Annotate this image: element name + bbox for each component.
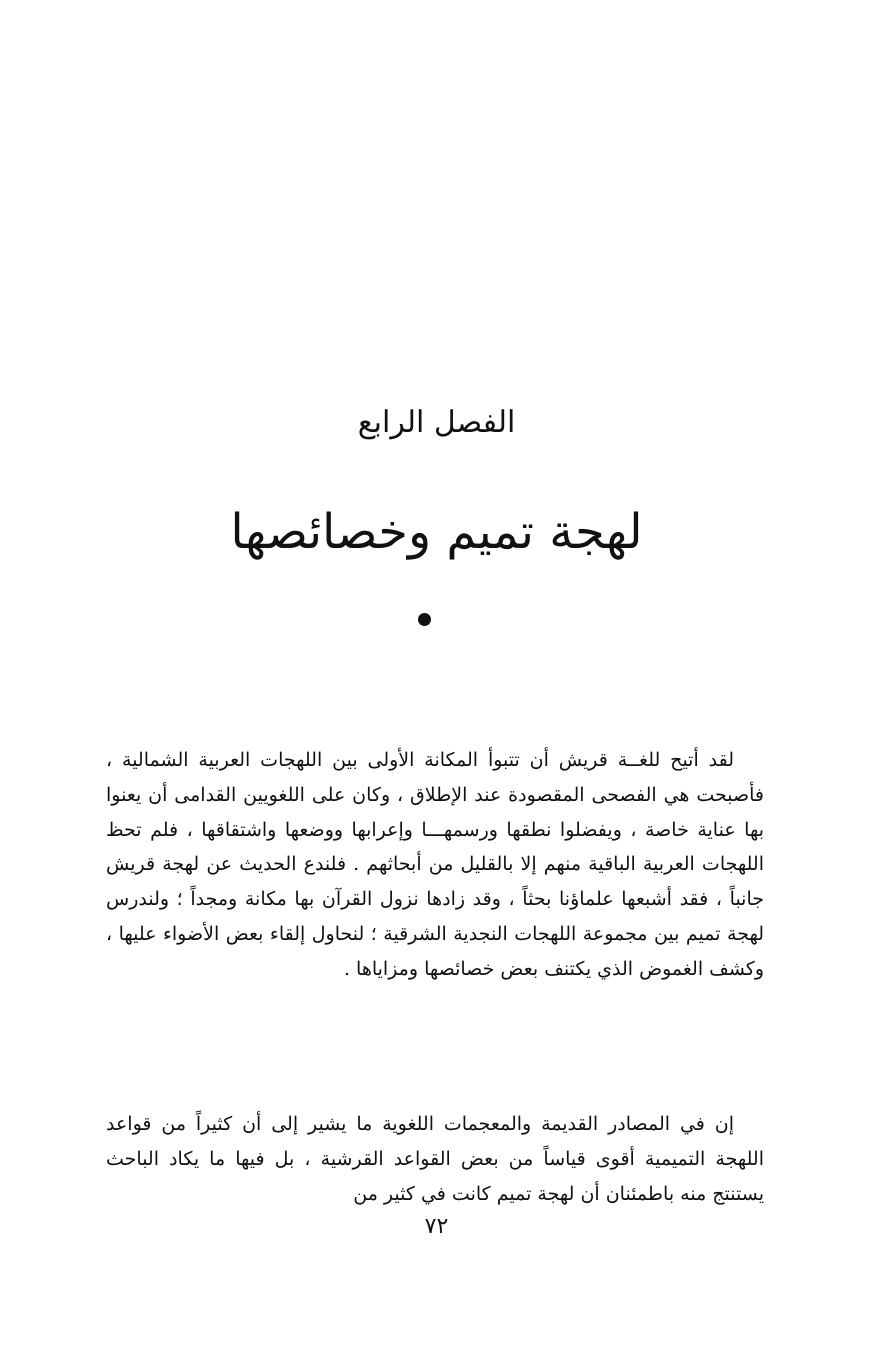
ornament-dot (418, 613, 431, 626)
paragraph-2: إن في المصادر القديمة والمعجمات اللغوية ما يشير إلى أن كثيراً من قواعد اللهجة التميمية أقوى قياساً من بعض القواعد القرشية ، بل فيها ما يكاد الباحث يستنتج منه باطمئنان أن لهجة تميم كانت في كثير من (106, 1113, 764, 1205)
chapter-label: الفصل الرابع (357, 405, 516, 440)
chapter-title: لهجة تميم وخصائصها (230, 504, 643, 560)
page-number: ٧٢ (424, 1214, 449, 1239)
paragraph-1: لقد أتيح للغــة قريش أن تتبوأ المكانة الأولى بين اللهجات العربية الشمالية ، فأصبحت هي الفصحى المقصودة عند الإطلاق ، وكان على اللغويين القدامى أن يعنوا بها عناية خاصة ، ويفضلوا نطقها ورسمهـــا وإعرابها ووضعها واشتقاقها ، فلم تحظ اللهجات العربية الباقية منهم إلا بالقليل من أبحاثهم . فلندع الحديث عن لهجة قريش جانباً ، فقد أشبعها علماؤنا بحثاً ، وقد زادها نزول القرآن بها مكانة ومجداً ؛ ولندرس لهجة تميم بين مجموعة اللهجات النجدية الشرقية ؛ لنحاول إلقاء بعض الأضواء عليها ، وكشف الغموض الذي يكتنف بعض خصائصها ومزاياها . (106, 749, 764, 980)
